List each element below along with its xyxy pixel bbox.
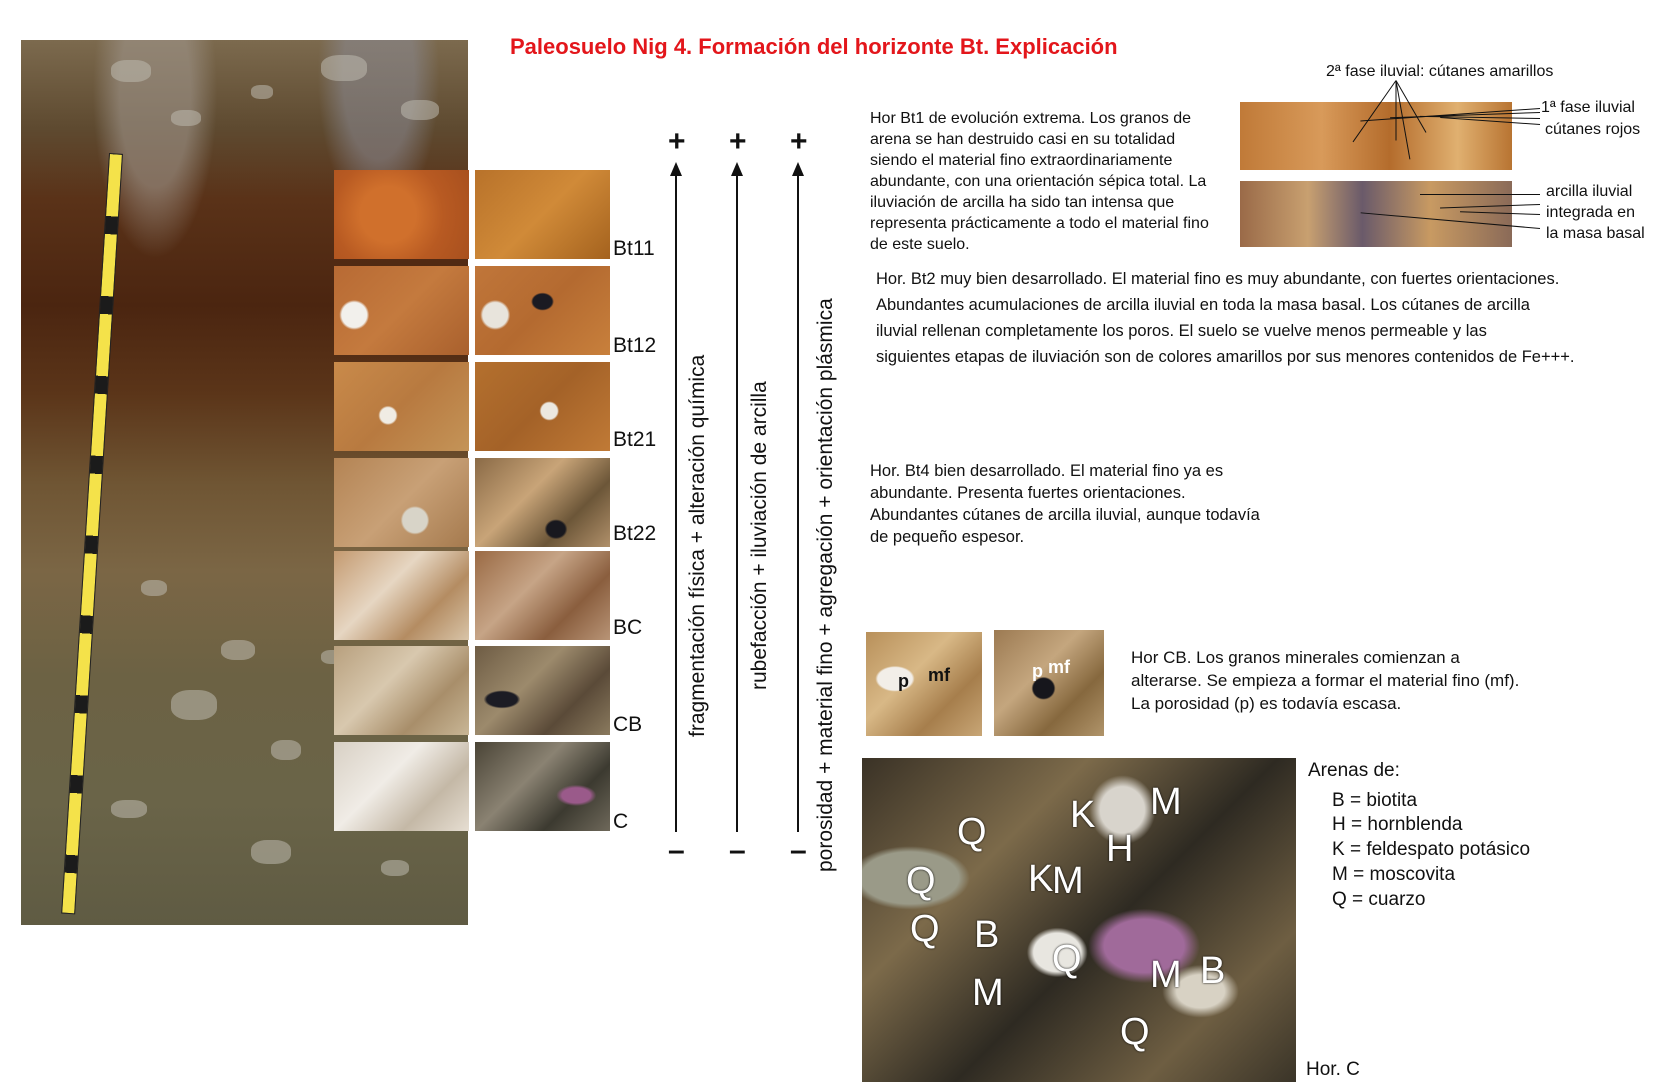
plus-sign: + bbox=[668, 125, 686, 158]
mineral-label: Q bbox=[906, 860, 936, 902]
bt1-label-phase1: 1ª fase iluvial bbox=[1541, 99, 1635, 116]
thin-section-xpl-c bbox=[475, 742, 610, 831]
mineral-label: Q bbox=[1120, 1011, 1150, 1053]
mineral-label: Q bbox=[910, 908, 940, 950]
gradient-arrow bbox=[736, 172, 738, 832]
bt2-line-4: siguientes etapas de iluviación son de colores amarillos por sus menores contenidos de Fe+++. bbox=[876, 348, 1575, 366]
leader-line bbox=[1420, 194, 1540, 195]
thin-section-xpl-bt21 bbox=[475, 362, 610, 451]
legend-title: Arenas de: bbox=[1308, 760, 1400, 781]
mineral-label: Q bbox=[957, 811, 987, 853]
cb-micrograph-xpl bbox=[994, 630, 1104, 736]
bt4-description: Hor. Bt4 bien desarrollado. El material fino ya es abundante. Presenta fuertes orientaciones. Abundantes cútanes de arcilla iluvial, aunque todavía de pequeño espesor. bbox=[870, 462, 1260, 546]
horizon-label: Bt21 bbox=[613, 428, 657, 451]
thin-section-ppl-bt22 bbox=[334, 458, 469, 547]
mineral-label: M bbox=[1150, 954, 1182, 996]
bt1-label-basal: la masa basal bbox=[1546, 225, 1645, 242]
horizon-label: Bt22 bbox=[613, 522, 657, 545]
mineral-label: H bbox=[1106, 828, 1134, 870]
bt1-label-clay: arcilla iluvial bbox=[1546, 183, 1633, 200]
thin-section-ppl-bt21 bbox=[334, 362, 469, 451]
horizon-label: Bt11 bbox=[613, 237, 655, 260]
thin-section-ppl-cb bbox=[334, 646, 469, 735]
bt2-line-1: Hor. Bt2 muy bien desarrollado. El material fino es muy abundante, con fuertes orientaciones. bbox=[876, 270, 1560, 288]
gradient-arrow bbox=[797, 172, 799, 832]
mineral-label: M bbox=[1052, 860, 1084, 902]
thin-section-ppl-bc bbox=[334, 551, 469, 640]
minus-sign: – bbox=[729, 834, 746, 867]
legend-item: K = feldespato potásico bbox=[1332, 839, 1531, 860]
bt1-description: Hor Bt1 de evolución extrema. Los granos de arena se han destruido casi en su totalidad siendo el material fino extraordinariamente abundante, con una orientación sépica total. La iluviación de arcilla ha sido tan intensa que representa prácticamente a todo el material fino de este suelo. bbox=[870, 110, 1209, 253]
minus-sign: – bbox=[790, 834, 807, 867]
minus-sign: – bbox=[668, 834, 685, 867]
thin-section-ppl-bt11 bbox=[334, 170, 469, 259]
arrow-label: fragmentación física + alteración química bbox=[686, 354, 709, 737]
legend-item: M = moscovita bbox=[1332, 864, 1456, 885]
legend-item: Q = cuarzo bbox=[1332, 889, 1426, 910]
plus-sign: + bbox=[790, 125, 808, 158]
horizon-label: Bt12 bbox=[613, 334, 657, 357]
horizon-label: C bbox=[613, 810, 629, 833]
horc-micrograph bbox=[862, 758, 1296, 1082]
mineral-label: M bbox=[1150, 781, 1182, 823]
mineral-label: Q bbox=[1052, 938, 1082, 980]
legend-item: B = biotita bbox=[1332, 790, 1418, 811]
mineral-label: K bbox=[1028, 858, 1054, 900]
fine-material-label: mf bbox=[928, 665, 950, 685]
fine-material-label: mf bbox=[1048, 657, 1070, 677]
thin-section-ppl-bt12 bbox=[334, 266, 469, 355]
porosity-label: p bbox=[898, 671, 909, 691]
horizon-label: CB bbox=[613, 713, 643, 736]
thin-section-xpl-bt12 bbox=[475, 266, 610, 355]
horc-label: Hor. C bbox=[1306, 1059, 1360, 1080]
bt1-label-top: 2ª fase iluvial: cútanes amarillos bbox=[1326, 63, 1554, 80]
gradient-arrow bbox=[675, 172, 677, 832]
bt1-label-red-cutans: cútanes rojos bbox=[1545, 121, 1641, 138]
bt2-line-2: Abundantes acumulaciones de arcilla iluvial en toda la masa basal. Los cútanes de arcilla bbox=[876, 296, 1530, 314]
mineral-label: B bbox=[974, 914, 1000, 956]
mineral-label: K bbox=[1070, 794, 1096, 836]
thin-section-xpl-bc bbox=[475, 551, 610, 640]
thin-section-ppl-c bbox=[334, 742, 469, 831]
legend-item: H = hornblenda bbox=[1332, 814, 1463, 835]
porosity-label: p bbox=[1032, 661, 1043, 681]
thin-section-xpl-bt22 bbox=[475, 458, 610, 547]
mineral-label: B bbox=[1200, 950, 1226, 992]
bt1-label-integrated: integrada en bbox=[1546, 204, 1635, 221]
arrow-label: rubefacción + iluviación de arcilla bbox=[748, 381, 771, 690]
cb-micrograph-ppl bbox=[866, 632, 982, 736]
mineral-label: M bbox=[972, 972, 1004, 1014]
arrow-label: porosidad + material fino + agregación + orientación plásmica bbox=[814, 298, 837, 872]
bt2-line-3: iluvial rellenan completamente los poros. El suelo se vuelve menos permeable y las bbox=[876, 322, 1487, 340]
thin-section-xpl-bt11 bbox=[475, 170, 610, 259]
plus-sign: + bbox=[729, 125, 747, 158]
measuring-ruler bbox=[61, 153, 123, 914]
cb-description: Hor CB. Los granos minerales comienzan a alterarse. Se empieza a formar el material fino (mf). La porosidad (p) es todavía escasa. bbox=[1131, 648, 1520, 713]
page-title: Paleosuelo Nig 4. Formación del horizonte Bt. Explicación bbox=[510, 34, 1118, 59]
horizon-label: BC bbox=[613, 616, 643, 639]
thin-section-xpl-cb bbox=[475, 646, 610, 735]
